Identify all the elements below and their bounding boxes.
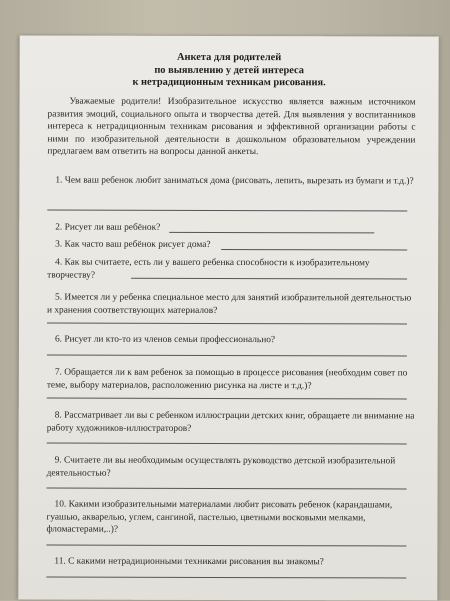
document-title — [20, 51, 439, 90]
question-5-text: 5. Имеется ли у ребенка специальное место для занятий изобразительной деятельностью и хранения соответствующих материалов? — [47, 292, 412, 316]
title-line-1: Анкета для родителей — [177, 51, 282, 64]
question-6 — [47, 334, 415, 348]
answer-line-10[interactable] — [46, 545, 406, 547]
question-2 — [47, 222, 160, 235]
question-2-text: 2. Рисует ли ваш ребёнок? — [55, 222, 161, 233]
question-1-text: 1. Чем ваш ребенок любит заниматься дома (рисовать, лепить, вырезать из бумаги и т.д.)? — [55, 175, 414, 187]
question-3-text: 3. Как часто ваш ребёнок рисует дома? — [55, 239, 211, 250]
question-9-text: 9. Считаете ли вы необходимым осуществлять руководство детской изобразительной деятельностью? — [46, 455, 396, 479]
answer-line-8[interactable] — [47, 443, 407, 445]
answer-line-9[interactable] — [47, 488, 407, 490]
question-10 — [46, 499, 414, 538]
question-10-text: 10. Какими изобразительными материалами любит рисовать ребенок (карандашами, гуашью, акварелью, углем, сангиной, пастелью, цветными восковыми мелками, фломастерами,..)? — [46, 499, 393, 535]
question-8-text: 8. Рассматривает ли вы с ребенком иллюстрации детских книг, обращаете ли внимание на работу художников-иллюстраторов? — [46, 410, 415, 434]
answer-line-1[interactable] — [47, 210, 407, 212]
answer-line-6[interactable] — [47, 355, 407, 357]
question-5 — [47, 292, 415, 318]
question-7 — [47, 367, 415, 393]
answer-line-3[interactable] — [221, 249, 407, 250]
answer-line-5[interactable] — [47, 323, 407, 325]
question-4-text: 4. Как вы считаете, есть ли у вашего ребенка способности к изобразительному творчеству? — [47, 257, 370, 281]
question-7-text: 7. Обращается ли к вам ребенок за помощью в процессе рисования (необходим совет по теме, выбору материалов, расположению рисунка на листе и т.д.)? — [46, 367, 408, 391]
intro-paragraph: Уважаемые родители! Изобразительное искусство является важным источником развития эмоций, социального опыта и творчества детей. Для выявления у воспитанников интереса к нетрадиционным техникам рисования и эффективной организации работы с ними по изобразительной деятельности в дошкольном образовательном учреждении предлагаем вам ответить на вопросы данной анкеты. — [47, 96, 416, 158]
title-line-3: к нетрадиционным техникам рисования. — [132, 76, 326, 89]
question-9 — [47, 455, 415, 481]
question-6-text: 6. Рисует ли кто-то из членов семьи профессионально? — [54, 334, 276, 346]
question-1 — [47, 175, 415, 189]
title-line-2: по выявлению у детей интереса — [154, 64, 304, 76]
question-8 — [47, 410, 415, 436]
answer-line-7[interactable] — [47, 398, 407, 400]
questionnaire-sheet — [18, 35, 438, 600]
question-11-text: 11. С какими нетрадиционными техниками рисования вы знакомы? — [54, 556, 324, 568]
question-3 — [47, 239, 210, 252]
answer-line-2[interactable] — [169, 232, 374, 234]
question-11 — [46, 556, 414, 570]
answer-line-11[interactable] — [46, 577, 406, 579]
